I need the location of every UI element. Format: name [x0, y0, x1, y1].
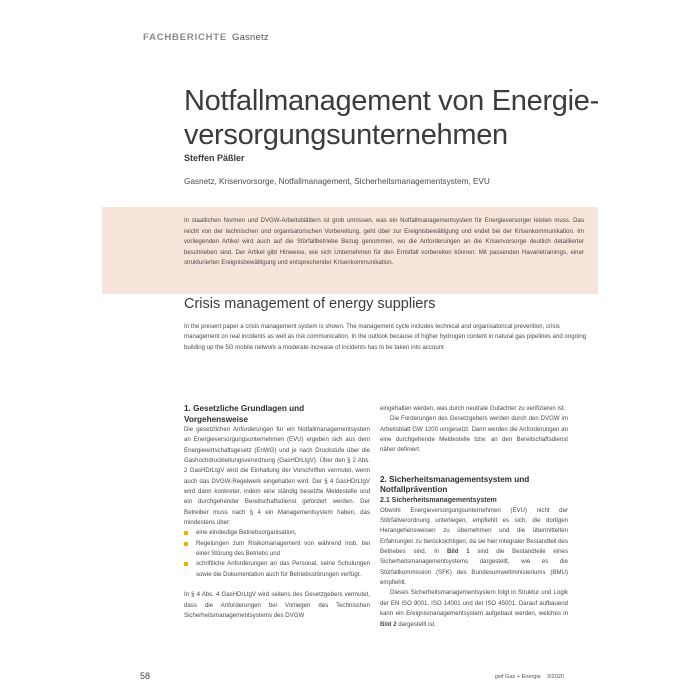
list-item-text: schriftliche Anforderungen an das Personal, seine Schulungen sowie die Dokumentation auch für Betriebsstörungen verfügt.: [196, 560, 370, 578]
english-abstract: In the present paper a crisis management system is shown. The management cycle includes technical and organisatorical prevention, crisis management on real incidents as well as risk communication. In the outlook because of higher hydrogen content in natural gas pipelines and ongoing building up the 5G mobile network a moderate increase of incidents has to be taken into account: [184, 323, 587, 351]
list-item-text: eine eindeutige Betriebsorganisation,: [196, 529, 297, 537]
running-header: [143, 32, 269, 43]
section-2-heading: 2. Sicherheitsmanagementsystem und Notfallprävention: [380, 474, 530, 495]
list-item: [184, 559, 370, 580]
section-1-paragraph-3: eingehalten werden, was durch neutrale Gutachter zu verifizieren ist.: [380, 405, 566, 412]
section-2-1-heading: 2.1 Sicherheitsmanagementsystem: [380, 496, 497, 504]
issue-number: 3/2020: [546, 674, 564, 680]
figure-ref-2: Bild 2: [380, 620, 397, 628]
topic-label: Gasnetz: [232, 32, 269, 43]
title-line-1: Notfallmanagement von Energie-: [184, 85, 599, 117]
abstract-text: In staatlichen Normen und DVGW-Arbeitsblättern ist grob umrissen, was ein Notfallmanagementsystem für Energieversorger leisten muss. Das reicht von der technischen und organisatorischen Vorbereitung, geht über zur Ereignisbewältigung und endet bei der Krisenkommunikation. Im vorliegenden Artikel wird auch auf die Störfallbetriebe Bezug genommen, wo die Anforderungen an die Krisenvorsorge deutlich detaillierter beschrieben sind. Der Artikel gibt Hinweise, wie sich Unternehmen für den Ernstfall vorbereiten können: Mit passenden Havarietrainings, einer strukturierten Ereignisbewältigung und entsprechender Krisenkommunikation.: [184, 217, 584, 267]
column-right: [380, 404, 568, 630]
english-title: Crisis management of energy suppliers: [184, 296, 436, 312]
section-2-paragraph-1: [380, 506, 568, 589]
text-run: Dieses Sicherheitsmanagementsystem folgt in Struktur und Logik der EN ISO 9001, ISO 14001 und der ISO 45001. Darauf aufbauend kann ein Ereignismanagementsystem aufgebaut werden, welches in: [380, 589, 568, 618]
requirements-list: [184, 528, 370, 580]
section-1-heading: 1. Gesetzliche Grundlagen und Vorgehensweise: [184, 404, 305, 424]
section-label: FACHBERICHTE: [143, 32, 228, 43]
text-run: dargestellt ist.: [396, 620, 436, 628]
bullet-icon: [184, 562, 188, 566]
article-title: [184, 84, 624, 152]
figure-ref-1: Bild 1: [446, 548, 470, 556]
list-item: [184, 528, 370, 538]
section-1-paragraph-4: Die Forderungen des Gesetzgebers werden durch den DVGW im Arbeitsblatt GW 1200 umgesetzt. Darin werden die Anforderungen an eine durchgehende Meldestelle bzw. an den Bereitschaftsdienst näher definiert.: [380, 415, 568, 454]
bullet-icon: [184, 542, 188, 546]
list-item-text: Regelungen zum Risikomanagement von während insb. bei einer Störung des Betriebs und: [196, 539, 370, 558]
keywords: Gasnetz, Krisenvorsorge, Notfallmanagement, Sicherheitsmanagementsystem, EVU: [184, 177, 490, 186]
spacer: [380, 456, 568, 475]
bullet-icon: [184, 531, 188, 535]
page-number: 58: [140, 671, 151, 681]
section-1-paragraph-2: In § 4 Abs. 4 GasHDrLtgV wird seitens des Gesetzgebers vermutet, dass die Anforderungen bei Vorliegen des Technischen Sicherheitsmanagementsystems des DVGW: [184, 591, 370, 619]
text-run: Obwohl Energieversorgungsunternehmen (EVU) nicht der Störfallverordnung unterliegen, empfiehlt es sich, die dortigen Herangehensweisen zu übernehmen und die übermittelten Erfahrungen zu berücksichtigen, da sie hier integraler Bestandteil des Betriebes sind. In: [380, 506, 568, 556]
abstract-box: [102, 207, 598, 294]
list-item: [184, 539, 370, 560]
journal-name: gwf Gas + Energie: [494, 674, 541, 680]
author: Steffen Päßler: [184, 153, 245, 163]
spacer: [184, 580, 370, 590]
section-2-paragraph-2: [380, 588, 568, 629]
journal-footer: [495, 674, 564, 680]
column-left: [184, 404, 370, 621]
title-line-2: versorgungsunternehmen: [184, 119, 508, 151]
text-run: sind die Bestandteile eines Sicherheitsmanagementsystems dargestellt, wie es die Störfallkommission (SFK) des Bundesumweltministeriums (BMU) empfiehlt.: [380, 548, 568, 587]
section-1-paragraph-1: Die gesetzlichen Anforderungen für ein Notfallmanagementsystem an Energieversorgungsunternehmen (EVU) ergeben sich aus dem Energiewirtschaftsgesetz (EnWG) und je nach Druckstufe über die Gashochdruckleitungsverordnung (GasHDrLtgV). Über den § 2 Abs. 2 GasHDrLtgV wird die Einhaltung der Vorschriften vermutet, wenn auch das DVGW-Regelwerk eingehalten wird. Der § 4 GasHDrLtgV wird dann konkreter, indem eine ständig besetzte Meldestelle und ein durchgehender Bereitschaftsdienst gefordert werden. Der Betreiber muss nach § 4 ein Managementsystem haben, das mindestens über:: [184, 426, 370, 527]
